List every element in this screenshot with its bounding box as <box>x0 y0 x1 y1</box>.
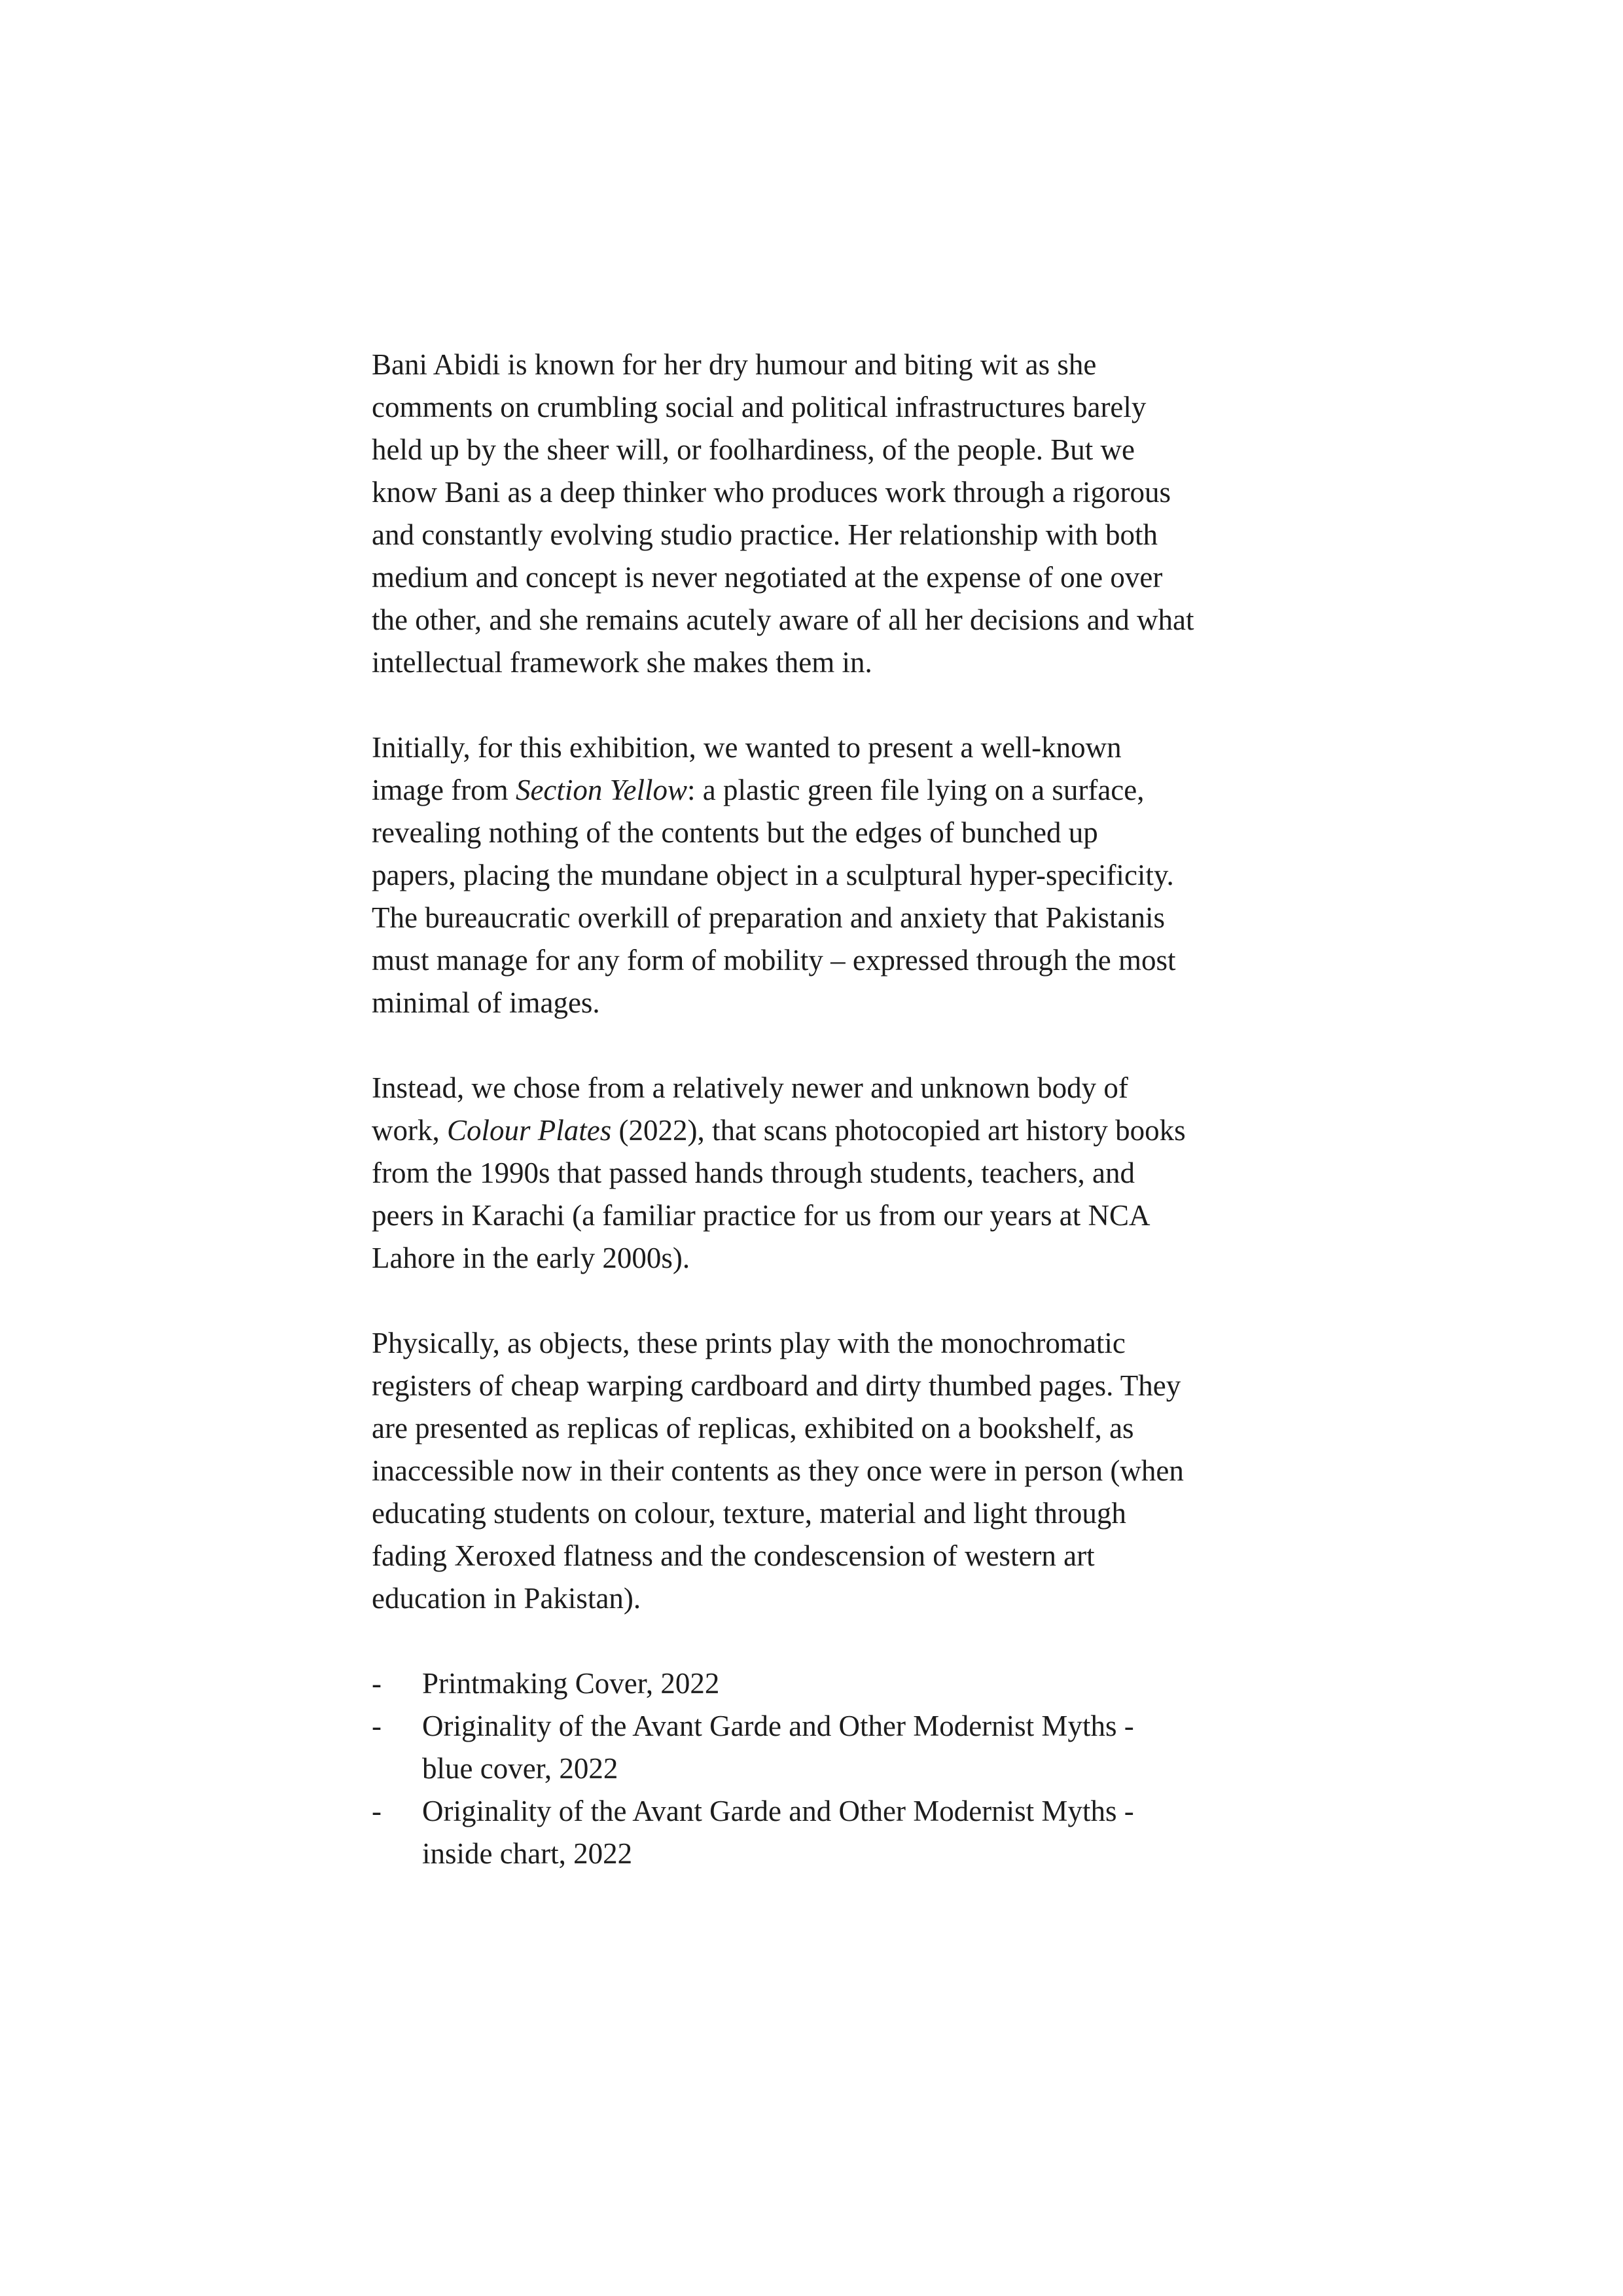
text-run: (2022), that scans photocopied art history books <box>611 1114 1186 1147</box>
text-line: The bureaucratic overkill of preparation and anxiety that Pakistanis <box>372 901 1166 934</box>
text-line: from the 1990s that passed hands through students, teachers, and <box>372 1157 1135 1189</box>
text-line: and constantly evolving studio practice. Her relationship with both <box>372 518 1158 551</box>
text-run: image from <box>372 774 516 806</box>
essay-text <box>372 344 1288 1875</box>
text-line: registers of cheap warping cardboard and dirty thumbed pages. They <box>372 1369 1181 1402</box>
text-line: the other, and she remains acutely aware of all her decisions and what <box>372 603 1194 636</box>
text-line: held up by the sheer will, or foolhardiness, of the people. But we <box>372 433 1135 466</box>
text-line: Instead, we chose from a relatively newer and unknown body of <box>372 1071 1128 1104</box>
text-line: peers in Karachi (a familiar practice for us from our years at NCA <box>372 1199 1150 1232</box>
text-line: Physically, as objects, these prints play with the monochromatic <box>372 1327 1126 1359</box>
text-line: inaccessible now in their contents as they once were in person (when <box>372 1454 1184 1487</box>
text-line: Initially, for this exhibition, we wanted to present a well-known <box>372 731 1122 764</box>
list-bullet: - <box>372 1795 382 1827</box>
text-line: educating students on colour, texture, material and light through <box>372 1497 1126 1530</box>
works-list <box>372 1662 1288 1875</box>
text-line: know Bani as a deep thinker who produces work through a rigorous <box>372 476 1171 509</box>
text-line: papers, placing the mundane object in a sculptural hyper-specificity. <box>372 859 1174 891</box>
work-title-section-yellow: Section Yellow <box>515 774 688 806</box>
work-entry-continued: blue cover, 2022 <box>422 1752 618 1785</box>
text-line: minimal of images. <box>372 986 600 1019</box>
list-item <box>372 1790 1288 1875</box>
text-line: comments on crumbling social and political infrastructures barely <box>372 391 1147 423</box>
work-entry: Originality of the Avant Garde and Other Modernist Myths - <box>422 1710 1134 1742</box>
text-line: education in Pakistan). <box>372 1582 641 1615</box>
text-line: revealing nothing of the contents but the edges of bunched up <box>372 816 1098 849</box>
paragraph-section-yellow <box>372 726 1288 1024</box>
text-run: : a plastic green file lying on a surface, <box>687 774 1145 806</box>
work-entry: Originality of the Avant Garde and Other Modernist Myths - <box>422 1795 1134 1827</box>
text-line: are presented as replicas of replicas, exhibited on a bookshelf, as <box>372 1412 1134 1444</box>
work-title-colour-plates: Colour Plates <box>446 1114 612 1147</box>
text-line: must manage for any form of mobility – expressed through the most <box>372 944 1176 977</box>
text-line: medium and concept is never negotiated at the expense of one over <box>372 561 1163 594</box>
list-item <box>372 1662 1288 1705</box>
text-run: work, <box>372 1114 447 1147</box>
list-bullet: - <box>372 1667 382 1700</box>
text-line: intellectual framework she makes them in. <box>372 646 872 679</box>
text-line: fading Xeroxed flatness and the condescension of western art <box>372 1539 1095 1572</box>
work-entry: Printmaking Cover, 2022 <box>422 1667 720 1700</box>
list-bullet: - <box>372 1710 382 1742</box>
text-line <box>372 769 1288 812</box>
text-line <box>372 1109 1288 1152</box>
paragraph-intro <box>372 344 1288 684</box>
paragraph-colour-plates <box>372 1067 1288 1280</box>
paragraph-physically <box>372 1322 1288 1620</box>
list-item <box>372 1705 1288 1790</box>
work-entry-continued: inside chart, 2022 <box>422 1837 633 1870</box>
text-line: Lahore in the early 2000s). <box>372 1242 690 1274</box>
text-line: Bani Abidi is known for her dry humour and biting wit as she <box>372 348 1097 381</box>
